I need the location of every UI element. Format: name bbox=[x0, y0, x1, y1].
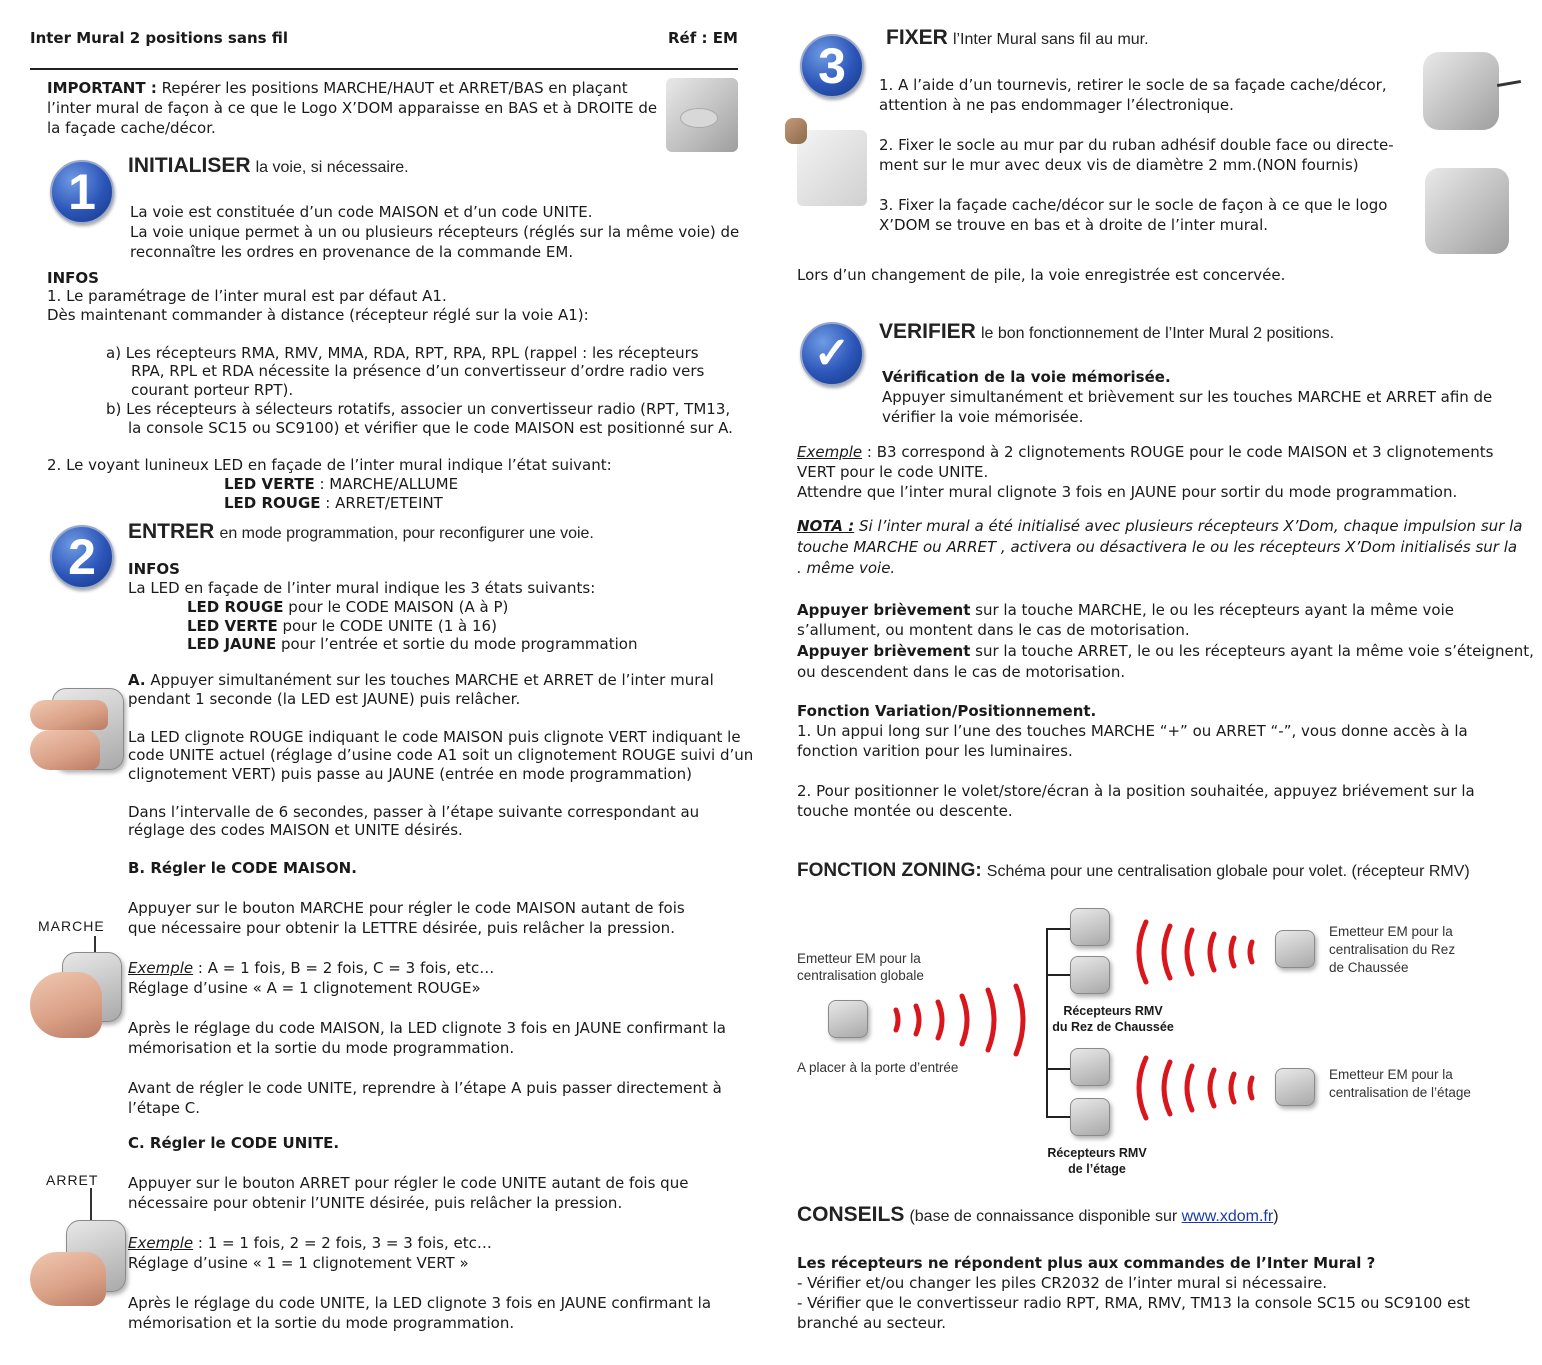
zoning-emitter-global-2: centralisation globale bbox=[797, 968, 924, 983]
step1-list-5: la console SC15 ou SC9100) et vérifier que le code MAISON est positionné sur A. bbox=[128, 419, 733, 437]
step2-b2-line-2: mémorisation et la sortie du mode programmation. bbox=[128, 1039, 515, 1057]
header-divider bbox=[30, 68, 738, 70]
emitter-rdc-icon bbox=[1275, 930, 1315, 968]
hand-screw-icon bbox=[785, 118, 807, 144]
zoning-etage-label: Récepteurs RMV de l’étage bbox=[1047, 1146, 1147, 1176]
wave-arc bbox=[916, 1006, 919, 1034]
step3-p2-line-2: ment sur le mur avec deux vis de diamètre 2 mm.(NON fournis) bbox=[879, 156, 1359, 174]
bracket-etage-bottom bbox=[1046, 1116, 1070, 1118]
step1-list-2: RPA, RPL et RDA nécessite la présence d’un convertisseur d’ordre radio vers bbox=[131, 362, 705, 380]
variation-2-line-1: 2. Pour positionner le volet/store/écran à la position souhaitée, appuyez briévement sur la bbox=[797, 782, 1475, 800]
receiver-etage-2-icon bbox=[1070, 1098, 1110, 1136]
important-line-1: IMPORTANT : Repérer les positions MARCHE/HAUT et ARRET/BAS en plaçant bbox=[47, 79, 628, 97]
xdom-link[interactable]: www.xdom.fr bbox=[1181, 1208, 1274, 1225]
step2-a-line-1: A. Appuyer simultanément sur les touches MARCHE et ARRET de l’inter mural bbox=[128, 671, 714, 689]
receiver-etage-1-icon bbox=[1070, 1048, 1110, 1086]
receiver-rdc-2-icon bbox=[1070, 956, 1110, 994]
verify-check-line-1: Appuyer simultanément et brièvement sur les touches MARCHE et ARRET afin de bbox=[882, 388, 1493, 406]
wave-arc bbox=[1210, 1070, 1214, 1106]
step2-b-title: B. Régler le CODE MAISON. bbox=[128, 859, 357, 877]
step2-a2-line-1: La LED clignote ROUGE indiquant le code MAISON puis clignote VERT indiquant le bbox=[128, 728, 741, 746]
doc-title: Inter Mural 2 positions sans fil bbox=[30, 29, 289, 47]
step2-led-yellow: LED JAUNE pour l’entrée et sortie du mode programmation bbox=[187, 635, 638, 653]
step2-a-line-2: pendant 1 seconde (la LED est JAUNE) puis relâcher. bbox=[128, 690, 521, 708]
step2-a2-line-3: clignotement VERT) puis passe au JAUNE (entrée en mode programmation) bbox=[128, 765, 692, 783]
step1-led-green: LED VERTE : MARCHE/ALLUME bbox=[224, 475, 459, 493]
step3-p3-line-1: 3. Fixer la façade cache/décor sur le socle de façon à ce que le logo bbox=[879, 196, 1388, 214]
doc-ref: Réf : EM bbox=[668, 29, 738, 47]
switch-logo-photo bbox=[666, 78, 738, 152]
step2-c-title: C. Régler le CODE UNITE. bbox=[128, 1134, 340, 1152]
verify-heading: VERIFIER le bon fonctionnement de l’Inter Mural 2 positions. bbox=[879, 320, 1335, 343]
conseils-answer-2: - Vérifier que le convertisseur radio RPT, RMA, RMV, TM13 la console SC15 ou SC9100 est bbox=[797, 1294, 1471, 1312]
wall-base-photo bbox=[797, 130, 867, 206]
bracket-etage-top bbox=[1046, 1068, 1070, 1070]
wave-arc bbox=[1139, 922, 1146, 982]
variation-title: Fonction Variation/Positionnement. bbox=[797, 702, 1097, 720]
step3-p1-line-1: 1. A l’aide d’un tournevis, retirer le socle de sa façade cache/décor, bbox=[879, 76, 1387, 94]
step1-line-2: La voie unique permet à un ou plusieurs récepteurs (réglés sur la même voie) de bbox=[130, 223, 740, 241]
wave-arc bbox=[988, 990, 994, 1050]
wave-arc bbox=[1250, 942, 1252, 962]
zoning-emitter-rdc-1: Emetteur EM pour la bbox=[1329, 924, 1453, 939]
zoning-emitter-etage-1: Emetteur EM pour la bbox=[1329, 1067, 1453, 1082]
step1-line-1: La voie est constituée d’un code MAISON et d’un code UNITE. bbox=[130, 203, 593, 221]
step2-b2-line-1: Après le réglage du code MAISON, la LED clignote 3 fois en JAUNE confirmant la bbox=[128, 1019, 726, 1037]
wave-arc bbox=[1164, 926, 1170, 978]
step3-p3-line-2: X’DOM se trouve en bas et à droite de l’inter mural. bbox=[879, 216, 1269, 234]
conseils-question: Les récepteurs ne répondent plus aux commandes de l’Inter Mural ? bbox=[797, 1254, 1376, 1272]
arret-label: ARRET bbox=[46, 1172, 99, 1188]
step1-led-intro: 2. Le voyant lunineux LED en façade de l’inter mural indique l’état suivant: bbox=[47, 456, 612, 474]
variation-1-line-1: 1. Un appui long sur l’une des touches MARCHE “+” ou ARRET “-”, vous donne accès à la bbox=[797, 722, 1468, 740]
emitter-global-icon bbox=[828, 1000, 868, 1038]
step2-a3-line-2: réglage des codes MAISON et UNITE désirés. bbox=[128, 821, 463, 839]
bracket-etage bbox=[1046, 1068, 1048, 1118]
verify-nota-1: NOTA : Si l’inter mural a été initialisé avec plusieurs récepteurs X’Dom, chaque impulsion sur la bbox=[797, 517, 1523, 535]
step3-battery: Lors d’un changement de pile, la voie enregistrée est concervée. bbox=[797, 266, 1286, 284]
step2-led-red: LED ROUGE pour le CODE MAISON (A à P) bbox=[187, 598, 509, 616]
verify-example-2: VERT pour le code UNITE. bbox=[797, 463, 989, 481]
verify-nota-3: . même voie. bbox=[797, 559, 896, 577]
wave-arc bbox=[962, 996, 967, 1044]
verify-press1-1: Appuyer brièvement sur la touche MARCHE, le ou les récepteurs ayant la même voie bbox=[797, 601, 1454, 619]
step-1-icon: 1 bbox=[50, 160, 114, 224]
step2-infos-label: INFOS bbox=[128, 560, 180, 578]
checkmark-icon: ✓ bbox=[800, 322, 864, 386]
wave-arc bbox=[1016, 986, 1023, 1054]
step1-list-3: courant porteur RPT). bbox=[131, 381, 294, 399]
hand-finger-1-icon bbox=[30, 700, 108, 730]
conseils-answer-1: - Vérifier et/ou changer les piles CR2032 de l’inter mural si nécessaire. bbox=[797, 1274, 1328, 1292]
wave-arc bbox=[896, 1010, 898, 1030]
step2-b3-line-2: l’étape C. bbox=[128, 1099, 200, 1117]
step2-c-line-2: nécessaire pour obtenir l’UNITE désirée, puis relâcher la pression. bbox=[128, 1194, 623, 1212]
wave-arc bbox=[1187, 1066, 1192, 1110]
step2-infos-line: La LED en façade de l’inter mural indique les 3 états suivants: bbox=[128, 579, 596, 597]
wave-arc bbox=[938, 1002, 942, 1038]
step1-info-1: 1. Le paramétrage de l’inter mural est par défaut A1. bbox=[47, 287, 447, 305]
important-line-2: l’inter mural de façon à ce que le Logo X’DOM apparaisse en BAS et à DROITE de bbox=[47, 99, 658, 117]
conseils-answer-3: branché au secteur. bbox=[797, 1314, 947, 1332]
zoning-emitter-rdc-2: centralisation du Rez bbox=[1329, 942, 1456, 957]
verify-example-3: Attendre que l’inter mural clignote 3 fois en JAUNE pour sortir du mode programmation. bbox=[797, 483, 1458, 501]
hand-finger-2-icon bbox=[30, 730, 100, 770]
screwdriver-icon bbox=[1497, 80, 1521, 87]
step1-led-red: LED ROUGE : ARRET/ETEINT bbox=[224, 494, 443, 512]
marche-label: MARCHE bbox=[38, 918, 105, 934]
wave-arc bbox=[1231, 938, 1234, 966]
step1-info-2: Dès maintenant commander à distance (récepteur réglé sur la voie A1): bbox=[47, 306, 589, 324]
step2-b-example-2: Réglage d’usine « A = 1 clignotement ROUGE» bbox=[128, 979, 481, 997]
zoning-emitter-global-1: Emetteur EM pour la bbox=[797, 951, 921, 966]
variation-2-line-2: touche montée ou descente. bbox=[797, 802, 1013, 820]
step1-list-4: b) Les récepteurs à sélecteurs rotatifs, associer un convertisseur radio (RPT, TM13, bbox=[106, 400, 731, 418]
verify-example-1: Exemple : B3 correspond à 2 clignotements ROUGE pour le code MAISON et 3 clignotements bbox=[797, 443, 1494, 461]
step1-line-3: reconnaître les ordres en provenance de la commande EM. bbox=[130, 243, 574, 261]
xdom-logo-icon bbox=[680, 108, 718, 128]
step2-a3-line-1: Dans l’intervalle de 6 secondes, passer à l’étape suivante correspondant au bbox=[128, 803, 700, 821]
verify-nota-2: touche MARCHE ou ARRET , activera ou désactivera le ou les récepteurs X’Dom initialisés sur la bbox=[797, 538, 1518, 556]
zoning-door-label: A placer à la porte d’entrée bbox=[797, 1060, 959, 1075]
step-2-icon: 2 bbox=[50, 525, 114, 589]
step1-infos-label: INFOS bbox=[47, 269, 99, 287]
step2-b-line-1: Appuyer sur le bouton MARCHE pour régler le code MAISON autant de fois bbox=[128, 899, 685, 917]
bracket-rdc-top bbox=[1046, 928, 1070, 930]
wave-arc bbox=[1231, 1074, 1234, 1102]
step3-heading: FIXER l’Inter Mural sans fil au mur. bbox=[886, 26, 1149, 49]
radio-waves-etage-icon bbox=[1130, 1052, 1270, 1124]
step2-a2-line-2: code UNITE actuel (réglage d’usine code A1 soit un clignotement ROUGE suivi d’un bbox=[128, 746, 754, 764]
wave-arc bbox=[1187, 930, 1192, 974]
emitter-etage-icon bbox=[1275, 1068, 1315, 1106]
step3-p1-line-2: attention à ne pas endommager l’électronique. bbox=[879, 96, 1234, 114]
step-3-icon: 3 bbox=[800, 34, 864, 98]
verify-check-title: Vérification de la voie mémorisée. bbox=[882, 368, 1171, 386]
bracket-rdc-mid bbox=[1046, 974, 1070, 976]
conseils-heading: CONSEILS (base de connaissance disponible sur www.xdom.fr) bbox=[797, 1203, 1279, 1226]
step3-p2-line-1: 2. Fixer le socle au mur par du ruban adhésif double face ou directe- bbox=[879, 136, 1394, 154]
hand-press-arret-icon bbox=[30, 1252, 106, 1306]
step2-heading: ENTRER en mode programmation, pour reconfigurer une voie. bbox=[128, 520, 594, 543]
step1-list-1: a) Les récepteurs RMA, RMV, MMA, RDA, RPT, RPA, RPL (rappel : les récepteurs bbox=[106, 344, 699, 362]
bracket-link bbox=[1046, 1020, 1048, 1068]
switch-mounted-photo bbox=[1425, 168, 1509, 254]
zoning-emitter-rdc-3: de Chaussée bbox=[1329, 960, 1409, 975]
step2-c2-line-1: Après le réglage du code UNITE, la LED clignote 3 fois en JAUNE confirmant la bbox=[128, 1294, 712, 1312]
variation-1-line-2: fonction varition pour les luminaires. bbox=[797, 742, 1073, 760]
step2-b-example: Exemple : A = 1 fois, B = 2 fois, C = 3 fois, etc… bbox=[128, 959, 495, 977]
radio-waves-global-icon bbox=[890, 980, 1040, 1060]
wave-arc bbox=[1250, 1078, 1252, 1098]
receiver-rdc-1-icon bbox=[1070, 908, 1110, 946]
wave-arc bbox=[1164, 1062, 1170, 1114]
radio-waves-rdc-icon bbox=[1130, 916, 1270, 988]
step2-b-line-2: que nécessaire pour obtenir la LETTRE désirée, puis relâcher la pression. bbox=[128, 919, 675, 937]
wave-arc bbox=[1210, 934, 1214, 970]
step2-led-green: LED VERTE pour le CODE UNITE (1 à 16) bbox=[187, 617, 497, 635]
verify-check-line-2: vérifier la voie mémorisée. bbox=[882, 408, 1084, 426]
hand-press-marche-icon bbox=[30, 972, 102, 1038]
verify-press2-2: ou descendent dans le cas de motorisation. bbox=[797, 663, 1126, 681]
step2-c2-line-2: mémorisation et la sortie du mode programmation. bbox=[128, 1314, 515, 1332]
important-line-3: la façade cache/décor. bbox=[47, 119, 216, 137]
step2-c-line-1: Appuyer sur le bouton ARRET pour régler le code UNITE autant de fois que bbox=[128, 1174, 689, 1192]
verify-press1-2: s’allument, ou montent dans le cas de motorisation. bbox=[797, 621, 1190, 639]
verify-press2-1: Appuyer brièvement sur la touche ARRET, le ou les récepteurs ayant la même voie s’éteignent, bbox=[797, 642, 1534, 660]
zoning-emitter-etage-2: centralisation de l’étage bbox=[1329, 1085, 1471, 1100]
zoning-rdc-label: Récepteurs RMV du Rez de Chaussée bbox=[1052, 1004, 1174, 1034]
zoning-heading: FONCTION ZONING: Schéma pour une centralisation globale pour volet. (récepteur RMV) bbox=[797, 860, 1470, 881]
wave-arc bbox=[1139, 1058, 1146, 1118]
step2-b3-line-1: Avant de régler le code UNITE, reprendre à l’étape A puis passer directement à bbox=[128, 1079, 722, 1097]
step1-heading: INITIALISER la voie, si nécessaire. bbox=[128, 154, 409, 177]
step2-c-example-2: Réglage d’usine « 1 = 1 clignotement VERT » bbox=[128, 1254, 469, 1272]
switch-open-photo bbox=[1423, 52, 1499, 130]
step2-c-example: Exemple : 1 = 1 fois, 2 = 2 fois, 3 = 3 fois, etc… bbox=[128, 1234, 492, 1252]
